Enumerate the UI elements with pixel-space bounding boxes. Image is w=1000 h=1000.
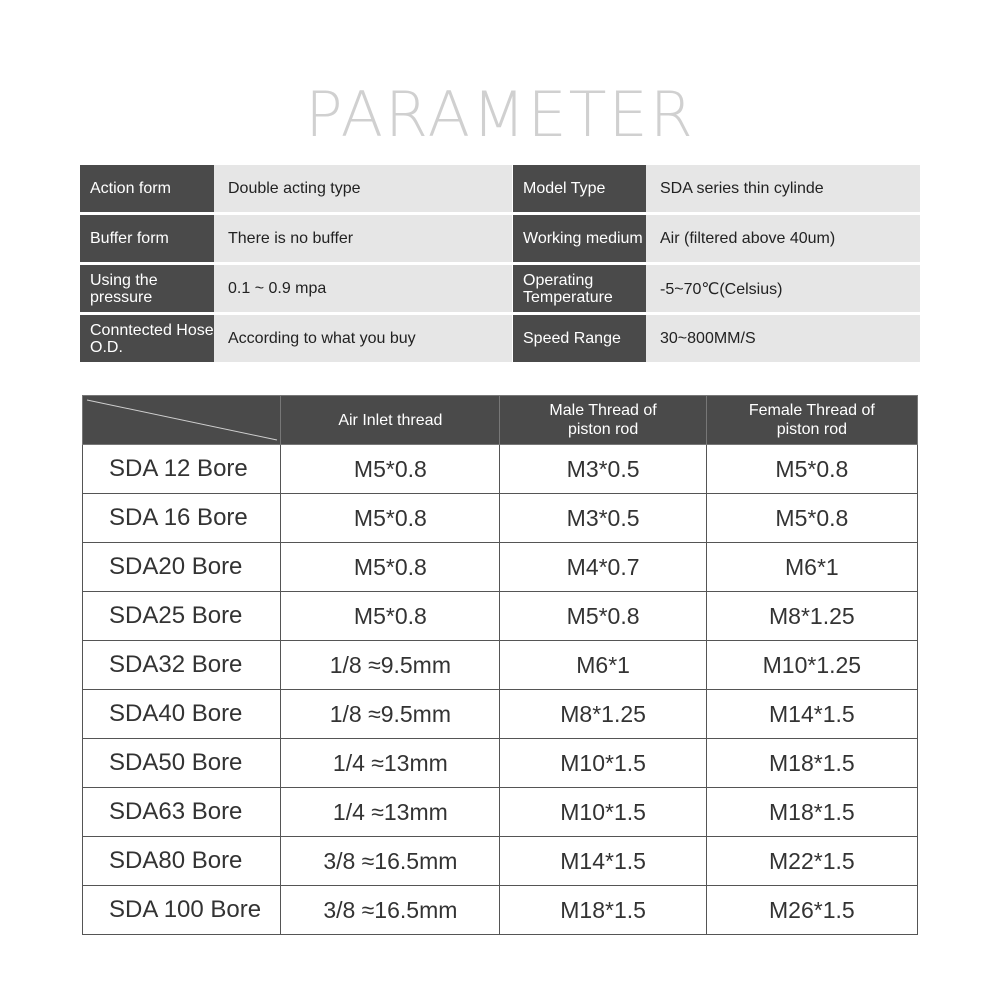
table-cell: M22*1.5	[706, 837, 917, 886]
param-label: Working medium	[513, 215, 646, 262]
param-value: There is no buffer	[214, 215, 512, 262]
param-value: 0.1 ~ 0.9 mpa	[214, 265, 512, 312]
bore-cell: SDA 16 Bore	[83, 494, 281, 543]
table-cell: M3*0.5	[500, 445, 706, 494]
table-cell: M10*1.25	[706, 641, 917, 690]
table-cell: M5*0.8	[281, 445, 500, 494]
column-header-text: Female Thread of piston rod	[748, 402, 875, 438]
param-label: Conntected Hose O.D.	[80, 315, 214, 362]
table-cell: M14*1.5	[706, 690, 917, 739]
spec-table	[82, 395, 918, 935]
param-row	[80, 265, 920, 312]
table-cell: M8*1.25	[706, 592, 917, 641]
table-cell: M6*1	[706, 543, 917, 592]
param-row	[80, 215, 920, 262]
table-cell: M5*0.8	[706, 494, 917, 543]
table-row	[83, 788, 918, 837]
column-header-text: Male Thread of piston rod	[549, 402, 657, 438]
param-label: Model Type	[513, 165, 646, 212]
bore-cell: SDA50 Bore	[83, 739, 281, 788]
param-row	[80, 315, 920, 362]
param-value: 30~800MM/S	[646, 315, 920, 362]
table-cell: 1/4 ≈13mm	[281, 739, 500, 788]
corner-header-cell	[83, 396, 281, 445]
table-row	[83, 690, 918, 739]
param-value: According to what you buy	[214, 315, 512, 362]
column-header	[706, 396, 917, 445]
param-value: Air (filtered above 40um)	[646, 215, 920, 262]
table-row	[83, 837, 918, 886]
bore-cell: SDA25 Bore	[83, 592, 281, 641]
table-cell: M5*0.8	[281, 494, 500, 543]
bore-cell: SDA20 Bore	[83, 543, 281, 592]
table-cell: M5*0.8	[281, 592, 500, 641]
table-cell: M10*1.5	[500, 739, 706, 788]
table-row	[83, 494, 918, 543]
table-cell: 1/8 ≈9.5mm	[281, 641, 500, 690]
table-cell: M10*1.5	[500, 788, 706, 837]
param-label: Buffer form	[80, 215, 214, 262]
table-cell: M18*1.5	[500, 886, 706, 935]
table-cell: 3/8 ≈16.5mm	[281, 837, 500, 886]
table-cell: M4*0.7	[500, 543, 706, 592]
table-cell: M5*0.8	[281, 543, 500, 592]
table-cell: M8*1.25	[500, 690, 706, 739]
table-cell: 3/8 ≈16.5mm	[281, 886, 500, 935]
param-label: Speed Range	[513, 315, 646, 362]
table-header-row	[83, 396, 918, 445]
param-value: SDA series thin cylinde	[646, 165, 920, 212]
bore-cell: SDA 100 Bore	[83, 886, 281, 935]
column-header: Air Inlet thread	[281, 396, 500, 445]
table-cell: M5*0.8	[706, 445, 917, 494]
table-cell: M26*1.5	[706, 886, 917, 935]
param-value: Double acting type	[214, 165, 512, 212]
table-cell: M3*0.5	[500, 494, 706, 543]
bore-cell: SDA 12 Bore	[83, 445, 281, 494]
table-cell: M5*0.8	[500, 592, 706, 641]
column-header	[500, 396, 706, 445]
param-label: Using the pressure	[80, 265, 214, 312]
table-row	[83, 886, 918, 935]
page-title: PARAMETER	[305, 78, 695, 151]
param-label: Operating Temperature	[513, 265, 646, 312]
table-row	[83, 641, 918, 690]
parameter-grid	[80, 165, 920, 365]
param-label: Action form	[80, 165, 214, 212]
table-row	[83, 592, 918, 641]
table-row	[83, 739, 918, 788]
table-cell: M14*1.5	[500, 837, 706, 886]
table-row	[83, 445, 918, 494]
param-value: -5~70℃(Celsius)	[646, 265, 920, 312]
bore-cell: SDA63 Bore	[83, 788, 281, 837]
param-row	[80, 165, 920, 212]
diagonal-line-icon	[83, 397, 281, 443]
table-row	[83, 543, 918, 592]
table-cell: M18*1.5	[706, 788, 917, 837]
bore-cell: SDA32 Bore	[83, 641, 281, 690]
table-cell: M18*1.5	[706, 739, 917, 788]
table-cell: 1/4 ≈13mm	[281, 788, 500, 837]
table-cell: 1/8 ≈9.5mm	[281, 690, 500, 739]
table-cell: M6*1	[500, 641, 706, 690]
bore-cell: SDA40 Bore	[83, 690, 281, 739]
bore-cell: SDA80 Bore	[83, 837, 281, 886]
